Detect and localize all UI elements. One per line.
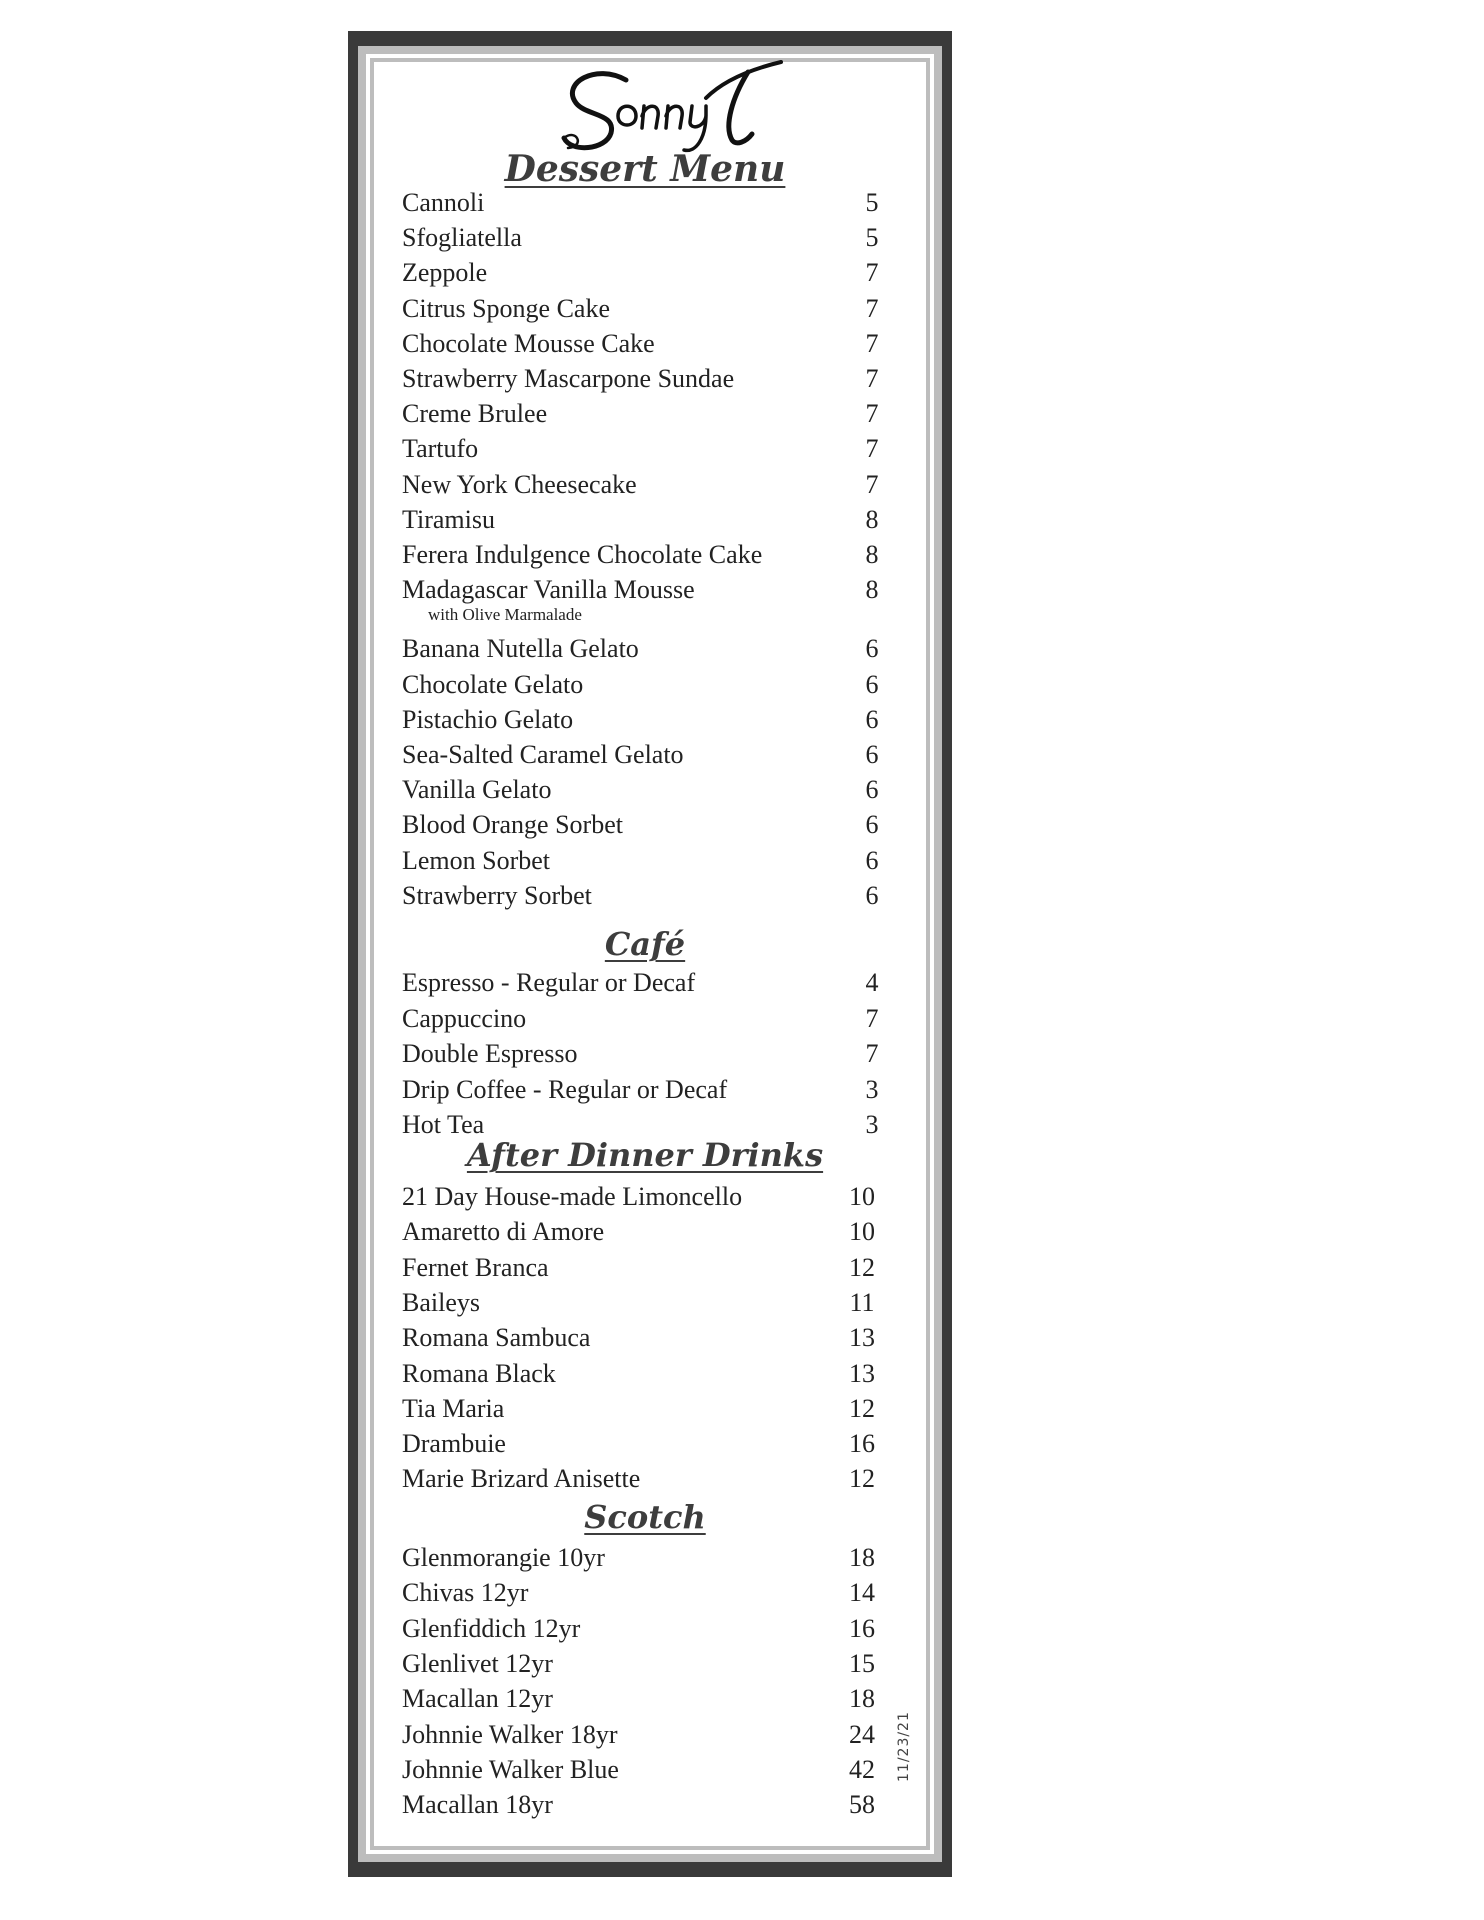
menu-item-name: Blood Orange Sorbet [402,810,623,840]
menu-item [402,1075,892,1110]
menu-item-name: Zeppole [402,258,488,288]
menu-item-name: Pistachio Gelato [402,704,574,734]
menu-item-name: Macallan 12yr [402,1684,553,1714]
menu-item-price: 13 [849,1358,875,1388]
menu-item [402,1684,892,1719]
menu-item-price: 12 [849,1464,875,1494]
menu-item-name: Sea-Salted Caramel Gelato [402,740,684,769]
section-title-scotch: Scotch [584,1498,706,1536]
menu-item [402,1004,892,1039]
menu-item-price: 13 [849,1323,875,1353]
menu-item-name: 21 Day House-made Limoncello [402,1182,743,1211]
menu-item-name: Chocolate Mousse Cake [402,328,655,358]
menu-date: 11/23/21 [896,1711,912,1782]
menu-item-price: 7 [865,399,879,429]
menu-item-name: New York Cheesecake [402,469,637,499]
menu-item [402,505,892,540]
menu-item-name: Drambuie [402,1429,506,1459]
menu-item-name: Cannoli [402,188,485,217]
menu-item-price: 3 [865,1074,879,1104]
menu-item-price: 8 [865,540,879,569]
menu-item-price: 7 [865,469,879,499]
menu-item [402,1649,892,1684]
menu-item-price: 6 [865,880,879,910]
menu-item-price: 7 [865,434,879,464]
menu-item-price: 7 [865,364,879,393]
menu-item [402,1429,892,1464]
menu-item [402,1182,892,1217]
menu-item-price: 16 [849,1429,875,1459]
menu-item-name: Citrus Sponge Cake [402,293,610,323]
menu-item-name: Banana Nutella Gelato [402,634,639,664]
menu-item-name: Strawberry Mascarpone Sundae [402,364,735,393]
menu-item-price: 24 [849,1719,875,1749]
menu-item-price: 6 [865,775,879,805]
menu-item-name: Marie Brizard Anisette [402,1464,641,1494]
menu-item-price: 7 [865,328,879,358]
menu-item-price: 6 [865,740,879,769]
menu-item [402,670,892,705]
menu-item [402,1394,892,1429]
menu-item [402,1288,892,1323]
menu-item [402,846,892,881]
menu-item-price: 8 [865,504,879,534]
menu-item [402,1217,892,1252]
menu-item-price: 6 [865,845,879,875]
menu-item-price: 10 [849,1217,875,1247]
menu-item [402,1464,892,1499]
menu-item-name: Glenmorangie 10yr [402,1543,605,1572]
menu-item [402,399,892,434]
menu-item-price: 7 [865,1003,879,1033]
menu-item [402,1359,892,1394]
menu-item [402,740,892,775]
menu-item-price: 6 [865,634,879,664]
menu-item-price: 18 [849,1543,875,1572]
menu-item-price: 58 [849,1790,875,1820]
menu-item-name: Glenfiddich 12yr [402,1613,581,1643]
menu-item-price: 10 [849,1182,875,1211]
menu-item [402,1543,892,1578]
menu-item-price: 12 [849,1393,875,1423]
menu-item [402,1039,892,1074]
menu-item [402,968,892,1003]
menu-item-price: 7 [865,293,879,323]
menu-item-price: 5 [865,223,879,253]
menu-item [402,1790,892,1825]
menu-item-name: Romana Black [402,1358,556,1388]
menu-item-name: Espresso - Regular or Decaf [402,968,696,997]
section-title-dessert: Dessert Menu [504,148,786,190]
menu-item [402,1253,892,1288]
menu-item-name: Tia Maria [402,1393,505,1423]
menu-item-name: Double Espresso [402,1039,578,1068]
menu-item-price: 12 [849,1252,875,1282]
menu-item-name: Lemon Sorbet [402,845,551,875]
menu-item [402,329,892,364]
menu-item [402,810,892,845]
menu-item-price: 4 [865,968,879,997]
menu-item-name: Drip Coffee - Regular or Decaf [402,1074,728,1104]
menu-item-price: 7 [865,1039,879,1068]
menu-item [402,470,892,505]
sonny-t-logo [556,58,786,158]
menu-item-price: 18 [849,1684,875,1714]
menu-item [402,1614,892,1649]
menu-item-name: Madagascar Vanilla Mousse [402,575,695,605]
menu-item-price: 6 [865,669,879,699]
menu-item-price: 5 [865,188,879,217]
menu-item-name: Sfogliatella [402,223,522,253]
menu-item [402,881,892,916]
menu-item-name: Glenlivet 12yr [402,1648,553,1678]
menu-item-name: Chocolate Gelato [402,669,584,699]
menu-item-price: 14 [849,1578,875,1608]
menu-item-price: 7 [865,258,879,288]
menu-item-name: Creme Brulee [402,399,548,429]
menu-item [402,634,892,669]
menu-item-name: Chivas 12yr [402,1578,529,1608]
menu-item-name: Macallan 18yr [402,1790,553,1820]
menu-item [402,1720,892,1755]
menu-item-name: Fernet Branca [402,1252,549,1282]
menu-item [402,1578,892,1613]
menu-content [400,0,900,1920]
menu-item-name: Johnnie Walker Blue [402,1754,619,1784]
menu-item [402,223,892,258]
menu-item-name: Baileys [402,1287,480,1317]
menu-item [402,775,892,810]
menu-item [402,705,892,740]
menu-item-name: Ferera Indulgence Chocolate Cake [402,540,763,569]
menu-item-name: Strawberry Sorbet [402,880,592,910]
menu-item [402,258,892,293]
menu-item [402,364,892,399]
menu-item-name: Tartufo [402,434,479,464]
section-title-cafe: Café [604,925,686,963]
menu-item-price: 16 [849,1613,875,1643]
menu-item-price: 11 [849,1287,875,1317]
menu-item-name: Johnnie Walker 18yr [402,1719,618,1749]
menu-item-price: 42 [849,1754,875,1784]
menu-item-name: Romana Sambuca [402,1323,591,1353]
section-title-drinks: After Dinner Drinks [466,1136,824,1174]
menu-item-name: Cappuccino [402,1003,527,1033]
menu-item-name: Hot Tea [402,1110,485,1139]
menu-item [402,434,892,469]
menu-item-name: Amaretto di Amore [402,1217,605,1247]
menu-item-price: 6 [865,810,879,840]
menu-item-price: 3 [865,1110,879,1139]
menu-item-name: Vanilla Gelato [402,775,552,805]
menu-item-price: 8 [865,575,879,605]
menu-item [402,1755,892,1790]
menu-item-note: with Olive Marmalade [428,605,582,625]
menu-item-price: 6 [865,704,879,734]
menu-item [402,1323,892,1358]
menu-item-price: 15 [849,1648,875,1678]
menu-item [402,540,892,575]
menu-item [402,188,892,223]
menu-item [402,294,892,329]
menu-item-name: Tiramisu [402,504,495,534]
